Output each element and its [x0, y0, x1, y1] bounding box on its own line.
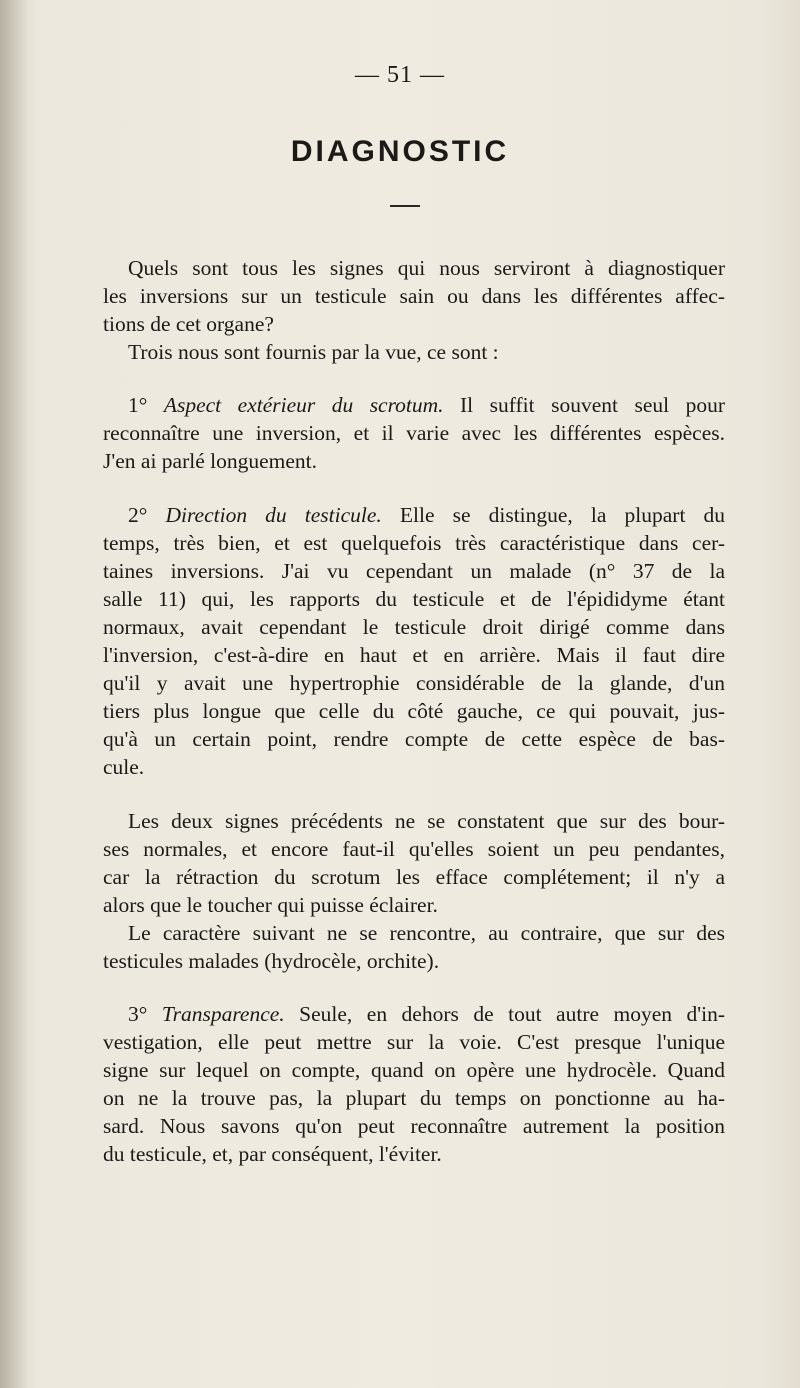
text-line: J'en ai parlé longuement. — [103, 449, 318, 473]
page-gutter-shadow — [0, 0, 28, 1388]
text-line: normaux, avait cependant le testicule droit dirigé comme dans — [103, 615, 725, 639]
text-line: cule. — [103, 755, 145, 779]
text-line-lead — [128, 392, 725, 418]
text-line: salle 11) qui, les rapports du testicule et de l'épididyme étant — [103, 587, 725, 611]
text-line: qu'il y avait une hypertrophie considérable de la glande, d'un — [103, 671, 725, 695]
text-line: tions de cet organe? — [103, 312, 274, 336]
text-line: Le caractère suivant ne se rencontre, au contraire, que sur des — [128, 921, 725, 945]
text-line: les inversions sur un testicule sain ou dans les différentes affec- — [103, 284, 725, 308]
heading-rule — [390, 205, 420, 207]
item-text: Il suffit souvent seul pour — [443, 393, 725, 417]
text-line: temps, très bien, et est quelquefois très caractéristique dans cer- — [103, 531, 725, 555]
text-line: vestigation, elle peut mettre sur la voie. C'est presque l'unique — [103, 1030, 725, 1054]
item-title: Direction du testicule. — [165, 503, 382, 527]
text-line: car la rétraction du scrotum les efface complétement; il n'y a — [103, 865, 725, 889]
item-text: Seule, en dehors de tout autre moyen d'in- — [284, 1002, 726, 1026]
text-line: sard. Nous savons qu'on peut reconnaître autrement la position — [103, 1114, 725, 1138]
text-line: reconnaître une inversion, et il varie avec les différentes espèces. — [103, 421, 725, 445]
item-number: 1° — [128, 393, 148, 417]
text-line: qu'à un certain point, rendre compte de cette espèce de bas- — [103, 727, 725, 751]
text-line: ses normales, et encore faut-il qu'elles soient un peu pendantes, — [103, 837, 725, 861]
section-heading: DIAGNOSTIC — [290, 135, 510, 168]
text-line-lead — [128, 502, 725, 528]
page-number: — 51 — — [355, 62, 445, 88]
item-title: Aspect extérieur du scrotum. — [163, 393, 444, 417]
text-line: testicules malades (hydrocèle, orchite). — [103, 949, 440, 973]
text-line: alors que le toucher qui puisse éclairer. — [103, 893, 438, 917]
text-line: on ne la trouve pas, la plupart du temps on ponctionne au ha- — [103, 1086, 725, 1110]
text-line: du testicule, et, par conséquent, l'éviter. — [103, 1142, 442, 1166]
item-text: Elle se distingue, la plupart du — [381, 503, 726, 527]
text-line: Les deux signes précédents ne se constatent que sur des bour- — [128, 809, 725, 833]
text-line: tiers plus longue que celle du côté gauche, ce qui pouvait, jus- — [103, 699, 725, 723]
text-line: l'inversion, c'est-à-dire en haut et en arrière. Mais il faut dire — [103, 643, 725, 667]
text-line: Quels sont tous les signes qui nous serviront à diagnostiquer — [128, 256, 725, 280]
text-line: taines inversions. J'ai vu cependant un malade (n° 37 de la — [103, 559, 725, 583]
text-line: Trois nous sont fournis par la vue, ce sont : — [128, 340, 499, 364]
text-line-lead — [128, 1001, 725, 1027]
item-title: Transparence. — [161, 1002, 285, 1026]
text-line: signe sur lequel on compte, quand on opère une hydrocèle. Quand — [103, 1058, 725, 1082]
item-number: 2° — [128, 503, 148, 527]
item-number: 3° — [128, 1002, 148, 1026]
